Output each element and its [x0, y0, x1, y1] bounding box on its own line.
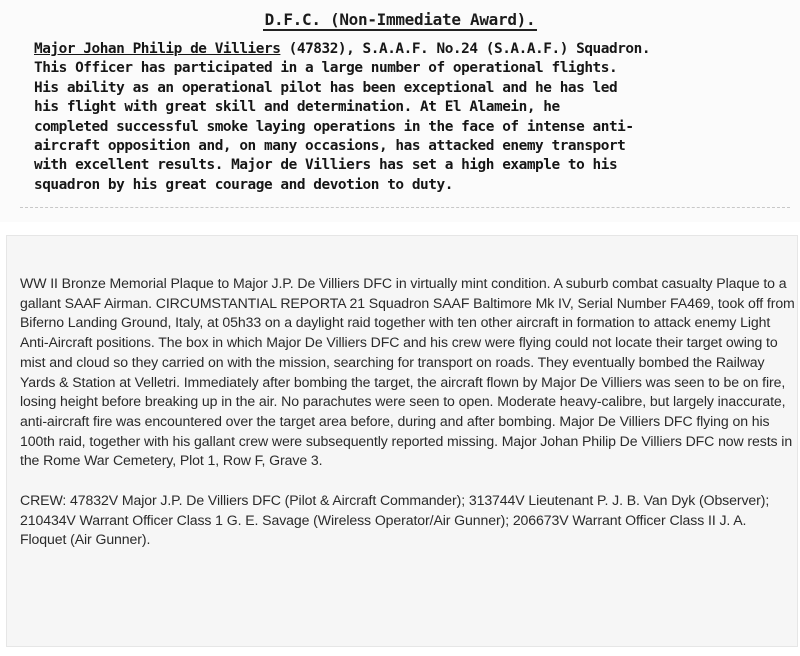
citation-line-7: with excellent results. Major de Villiers has set a high example to his: [34, 157, 618, 174]
citation-body: [34, 40, 784, 195]
citation-line-6: aircraft opposition and, on many occasions, has attacked enemy transport: [34, 138, 626, 155]
citation-title: [0, 10, 800, 29]
citation-line-4: his flight with great skill and determination. At El Alamein, he: [34, 99, 560, 116]
citation-line-3: His ability as an operational pilot has been exceptional and he has led: [34, 79, 618, 96]
description-paragraph: WW II Bronze Memorial Plaque to Major J.P. De Villiers DFC in virtually mint condition. A suburb combat casualty Plaque to a gallant SAAF Airman. CIRCUMSTANTIAL REPORTA 21 Squadron SAAF Baltimore Mk IV, Serial Number FA469, took off from Biferno Landing Ground, Italy, at 05h33 on a daylight raid together with ten other aircraft in formation to attack enemy Light Anti-Aircraft positions. The box in which Major De Villiers DFC and his crew were flying could not locate their target owing to mist and cloud so they carried on with the mission, searching for transport on roads. They eventually bombed the Railway Yards & Station at Velletri. Immediately after bombing the target, the aircraft flown by Major De Villiers was seen to be on fire, losing height before breaking up in the air. No parachutes were seen to open. Moderate heavy-calibre, but largely inaccurate, anti-aircraft fire was encountered over the target area before, during and after bombing. Major De Villiers DFC flying on his 100th raid, together with his gallant crew were subsequently reported missing. Major Johan Philip De Villiers DFC now rests in the Rome War Cemetery, Plot 1, Row F, Grave 3.: [20, 275, 795, 469]
crew-paragraph: CREW: 47832V Major J.P. De Villiers DFC (Pilot & Aircraft Commander); 313744V Lieutenant P. J. B. Van Dyk (Observer); 210434V Warrant Officer Class 1 G. E. Savage (Wireless Operator/Air Gunner); 206673V Warrant Officer Class II J. A. Floquet (Air Gunner).: [20, 492, 770, 548]
citation-line-2: This Officer has participated in a large number of operational flights.: [34, 60, 618, 77]
citation-line-5: completed successful smoke laying operations in the face of intense anti-: [34, 118, 634, 135]
plaque-description-panel: [6, 235, 798, 647]
panel-separator: [0, 222, 800, 235]
officer-name: Major Johan Philip de Villiers: [34, 41, 281, 57]
citation-title-text: D.F.C. (Non-Immediate Award).: [264, 10, 536, 29]
dfc-citation-panel: [0, 0, 800, 222]
citation-line-8: squadron by his great courage and devotion to duty.: [34, 176, 453, 193]
citation-line-1-text: (47832), S.A.A.F. No.24 (S.A.A.F.) Squadron.: [280, 41, 651, 57]
description-body: [20, 274, 795, 550]
scan-edge-divider: [20, 207, 790, 208]
citation-line-1: [34, 40, 784, 59]
